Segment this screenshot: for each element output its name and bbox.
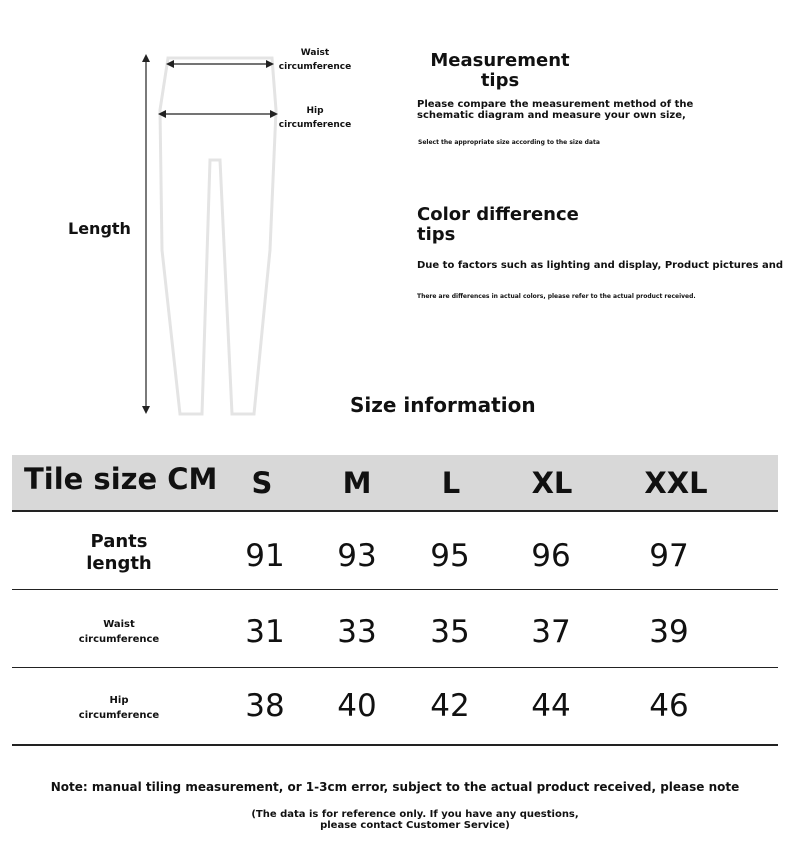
row-label: Hip circumference: [78, 695, 160, 721]
cell-value: 97: [649, 538, 689, 574]
cell-value: 96: [531, 538, 571, 574]
header-size: XL: [531, 466, 573, 500]
cell-value: 93: [337, 538, 377, 574]
cell-value: 46: [649, 688, 689, 724]
note-text: Note: manual tiling measurement, or 1-3cm error, subject to the actual product received, please note: [50, 780, 740, 794]
leggings-diagram: [130, 50, 290, 420]
cell-value: 40: [337, 688, 377, 724]
row-label: Waist circumference: [78, 619, 160, 645]
color-tips-text: Due to factors such as lighting and display, Product pictures and: [417, 260, 784, 271]
divider: [12, 510, 778, 512]
cell-value: 38: [245, 688, 285, 724]
cell-value: 95: [430, 538, 470, 574]
divider: [12, 589, 778, 590]
header-size: XXL: [644, 466, 708, 500]
waist-label: Waist circumference: [278, 48, 352, 72]
divider: [12, 667, 778, 668]
header-size: L: [441, 466, 461, 500]
length-label: Length: [68, 219, 131, 238]
size-info-title: Size information: [350, 393, 536, 417]
cell-value: 39: [649, 614, 689, 650]
cell-value: 35: [430, 614, 470, 650]
cell-value: 42: [430, 688, 470, 724]
cell-value: 91: [245, 538, 285, 574]
header-tile-size: Tile size CM: [24, 462, 218, 496]
cell-value: 37: [531, 614, 571, 650]
header-size: S: [251, 466, 273, 500]
cell-value: 31: [245, 614, 285, 650]
disclaimer-text: (The data is for reference only. If you have any questions, please contact Customer Service): [251, 809, 579, 831]
hip-label: Hip circumference: [278, 106, 352, 130]
row-label: Pants length: [86, 531, 152, 574]
color-tips-subtext: There are differences in actual colors, please refer to the actual product received.: [417, 293, 696, 300]
header-size: M: [342, 466, 372, 500]
color-tips-title: Color difference tips: [417, 204, 579, 245]
cell-value: 44: [531, 688, 571, 724]
measurement-tips-title: Measurement tips: [430, 50, 570, 91]
divider: [12, 744, 778, 746]
measurement-tips-text: Please compare the measurement method of the schematic diagram and measure your own size,: [417, 99, 694, 121]
measurement-tips-subtext: Select the appropriate size according to the size data: [418, 139, 600, 146]
cell-value: 33: [337, 614, 377, 650]
